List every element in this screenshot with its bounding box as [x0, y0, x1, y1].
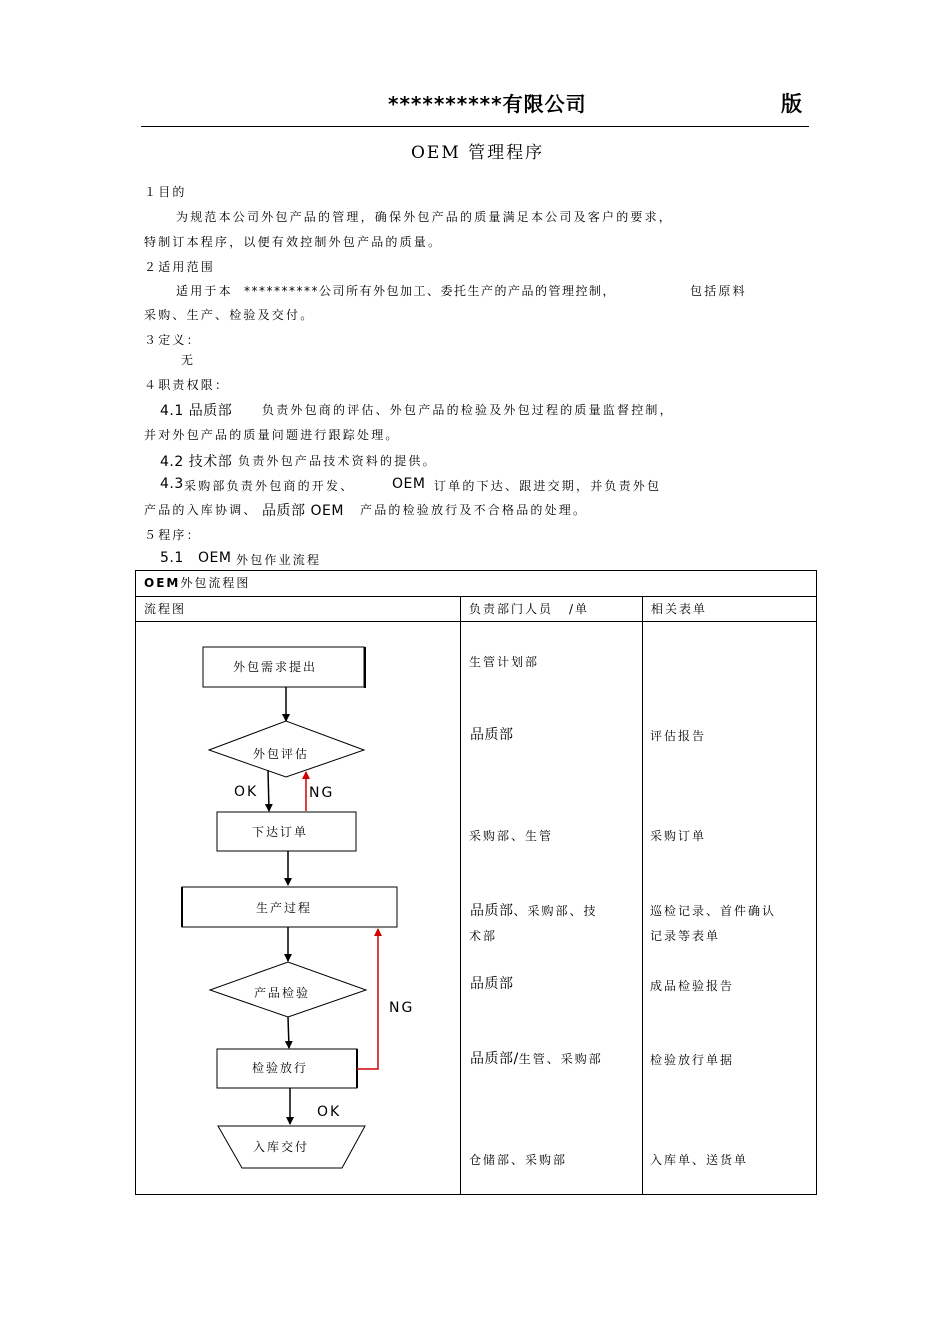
dept-row4-rest: 、采购部、技	[513, 904, 598, 918]
table-title	[136, 571, 817, 597]
form-row5: 成品检验报告	[650, 979, 735, 993]
flow-ng-label-2: NG	[389, 1000, 415, 1016]
section-5-1-oem: OEM	[198, 550, 232, 566]
section-1-body-line1: 为规范本公司外包产品的管理，确保外包产品的质量满足本公司及客户的要求，	[176, 210, 674, 224]
section-3-body: 无	[181, 353, 196, 367]
company-name: **********有限公司	[388, 92, 587, 116]
form-row7: 入库单、送货单	[650, 1153, 749, 1167]
section-4-2-body: 负责外包产品技术资料的提供。	[238, 454, 437, 468]
forms-cell	[643, 622, 817, 1195]
section-5-title: ５程序：	[144, 528, 201, 542]
section-3-title: ３定义：	[144, 333, 201, 347]
dept-row4-line1	[470, 900, 598, 920]
section-4-3-body-c: 产品的入库协调、	[144, 503, 258, 517]
oem-flow-table	[135, 570, 817, 1195]
section-4-2-label: 4.2 技术部	[160, 454, 233, 470]
section-5-1-title: 外包作业流程	[236, 553, 322, 567]
dept-row5: 品质部	[470, 976, 514, 992]
flowchart-cell	[136, 622, 461, 1195]
section-2-body-c: 包括原料	[690, 284, 747, 298]
header-divider	[141, 126, 809, 127]
col-header-department	[461, 597, 643, 622]
col-header-flowchart: 流程图	[136, 597, 461, 622]
flow-ok-label-2: OK	[317, 1104, 342, 1120]
flow-node-production-label: 生产过程	[256, 901, 313, 915]
form-row4-line2: 记录等表单	[650, 929, 721, 943]
section-4-title: ４职责权限：	[144, 378, 230, 392]
col-header-forms: 相关表单	[643, 597, 817, 622]
form-row6: 检验放行单据	[650, 1053, 735, 1067]
section-4-1-body: 负责外包商的评估、外包产品的检验及外包过程的质量监督控制，	[262, 403, 674, 417]
col-header-department-suffix: /单	[569, 602, 590, 616]
dept-row1: 生管计划部	[469, 655, 540, 669]
form-row4-line1: 巡检记录、首件确认	[650, 904, 777, 918]
dept-row6-rest: 生管、采购部	[518, 1052, 603, 1066]
flow-node-inspection-label: 产品检验	[254, 986, 311, 1000]
section-5-1-label: 5.1	[160, 550, 184, 566]
section-4-3-oem: OEM	[392, 476, 426, 492]
table-title-rest: 外包流程图	[180, 576, 251, 590]
section-2-title: ２适用范围	[144, 260, 216, 274]
section-4-3-body-a: 采购部负责外包商的开发、	[184, 479, 355, 493]
version-label: 版	[781, 92, 802, 116]
section-2-body-a: 适用于本	[176, 284, 233, 298]
dept-row6	[470, 1048, 603, 1068]
form-row3: 采购订单	[650, 829, 707, 843]
section-1-body-line2: 特制订本程序，以便有效控制外包产品的质量。	[144, 235, 443, 249]
flow-ok-label-1: OK	[234, 784, 259, 800]
section-1-title: １目的	[144, 185, 187, 199]
flow-node-order-label: 下达订单	[252, 825, 309, 839]
section-4-3-label: 4.3	[160, 476, 184, 492]
department-cell	[461, 622, 643, 1195]
flow-ng-label-1: NG	[309, 785, 335, 801]
flow-node-demand-label: 外包需求提出	[233, 660, 318, 674]
dept-row4-line2: 术部	[469, 929, 498, 943]
flow-node-evaluation-label: 外包评估	[253, 747, 310, 761]
flowchart-diagram	[136, 622, 460, 1194]
section-4-1-label: 4.1 品质部	[160, 403, 233, 419]
col-header-department-text: 负责部门人员	[469, 602, 554, 616]
dept-row6-qa: 品质部/	[470, 1051, 519, 1067]
document-title: OEM 管理程序	[411, 143, 545, 163]
form-row2: 评估报告	[650, 729, 707, 743]
section-4-1-body-line2: 并对外包产品的质量问题进行跟踪处理。	[144, 428, 400, 442]
dept-row4-qa: 品质部	[470, 903, 514, 919]
table-title-oem: OEM	[144, 576, 181, 590]
section-2-body-line2: 采购、生产、检验及交付。	[144, 308, 315, 322]
flow-node-delivery-label: 入库交付	[253, 1140, 310, 1154]
dept-row7: 仓储部、采购部	[469, 1153, 568, 1167]
section-2-body-b: **********公司所有外包加工、委托生产的产品的管理控制，	[244, 284, 617, 298]
dept-row3: 采购部、生管	[469, 829, 554, 843]
dept-row2: 品质部	[470, 727, 514, 743]
section-4-3-body-d: 产品的检验放行及不合格品的处理。	[360, 503, 588, 517]
flow-node-release-label: 检验放行	[252, 1061, 309, 1075]
section-4-3-body-b: 订单的下达、跟进交期，并负责外包	[434, 479, 662, 493]
section-4-3-qa-oem: 品质部 OEM	[262, 503, 344, 519]
